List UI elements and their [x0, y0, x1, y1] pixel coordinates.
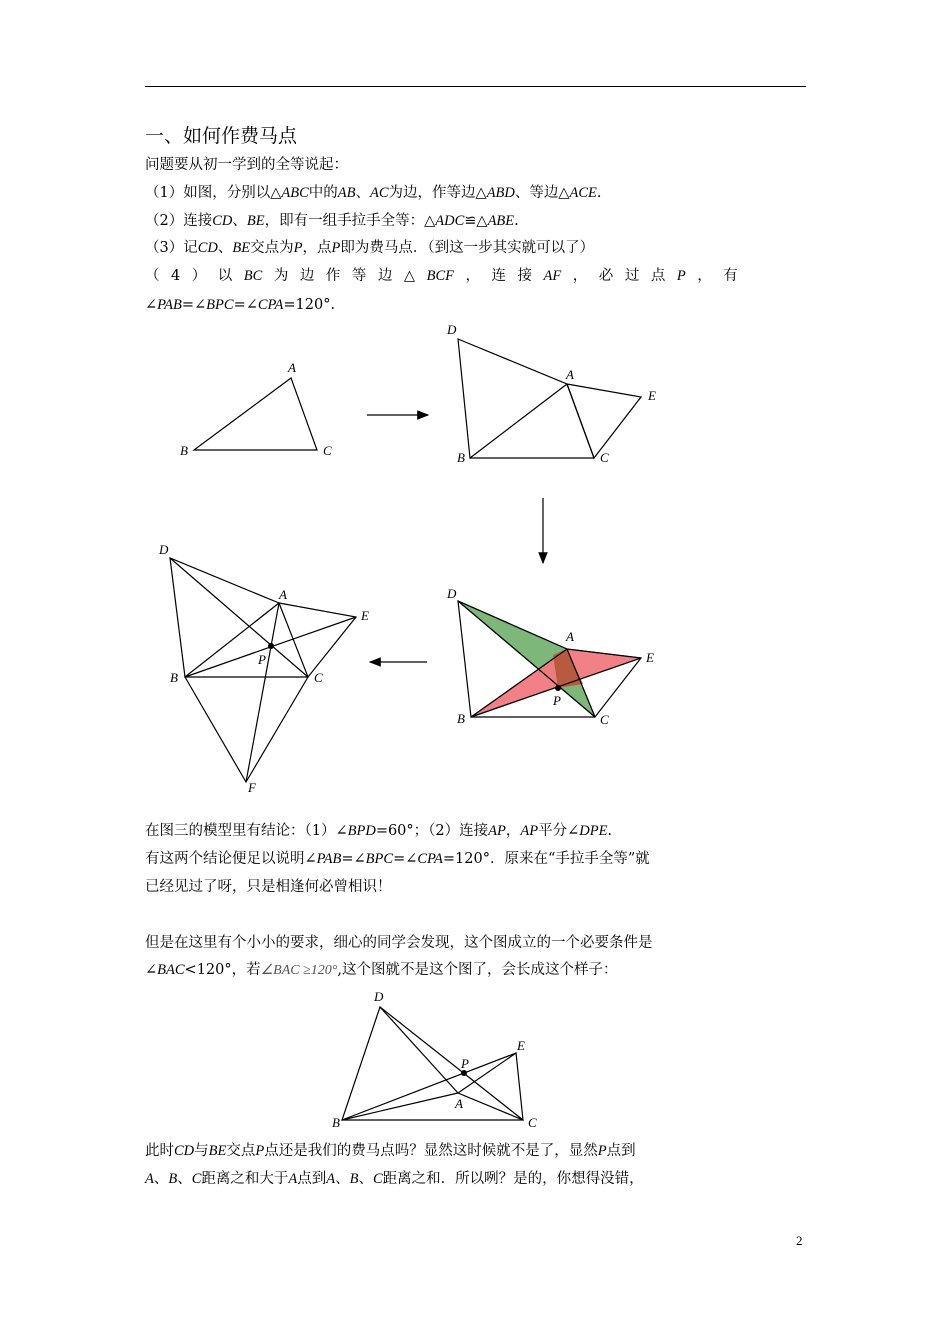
step-1-line: （1）如图，分别以△ABC中的AB、AC为边，作等边△ABD、等边△ACE.	[145, 185, 602, 201]
conclusion-line-2: 有这两个结论便足以说明∠PAB=∠BPC=∠CPA=120°．原来在“手拉手全等”就	[145, 851, 650, 867]
figure-1-triangle	[194, 378, 317, 450]
fig2-label-d: D	[447, 322, 457, 337]
figure-5-obtuse-case	[342, 1007, 523, 1120]
step-4-line: （ 4 ） 以 BC 为 边 作 等 边 △ BCF ， 连 接 AF ， 必 过 点 P ， 有	[145, 268, 738, 284]
fig4-label-e: E	[361, 608, 369, 623]
fig3-label-p: P	[553, 693, 561, 708]
after-line-1: 此时CD与BE交点P点还是我们的费马点吗？显然这时候就不是了，显然P点到	[145, 1143, 636, 1159]
page-number: 2	[796, 1233, 803, 1248]
step-4-line-2: ∠PAB=∠BPC=∠CPA=120°.	[145, 297, 336, 313]
fig2-label-b: B	[457, 450, 465, 465]
fig4-label-d: D	[159, 542, 169, 557]
conclusion-line-1: 在图三的模型里有结论：（1）∠BPD=60°；（2）连接AP，AP平分∠DPE.	[145, 823, 613, 839]
section-heading: 一、如何作费马点	[145, 125, 298, 147]
fig3-label-b: B	[457, 711, 465, 726]
fig4-label-f: F	[248, 780, 256, 795]
figure-2-equilateral	[458, 339, 641, 458]
fig1-label-c: C	[323, 443, 332, 458]
fig5-label-e: E	[517, 1038, 525, 1053]
fig2-label-a: A	[566, 367, 574, 382]
figure-3-hand-in-hand	[458, 601, 641, 717]
after-line-2: A、B、C距离之和大于A点到A、B、C距离之和．所以咧？是的，你想得没错，	[145, 1171, 644, 1187]
fig5-label-a: A	[455, 1096, 463, 1111]
condition-line-1: 但是在这里有个小小的要求，细心的同学会发现，这个图成立的一个必要条件是	[145, 935, 653, 951]
step-2-line: （2）连接CD、BE，即有一组手拉手全等：△ADC≌△ABE.	[145, 213, 519, 229]
fig5-label-d: D	[374, 989, 384, 1004]
fig3-label-d: D	[447, 586, 457, 601]
fig2-label-e: E	[648, 388, 656, 403]
fig4-label-a: A	[279, 587, 287, 602]
fig4-fermat-point-dot	[268, 643, 274, 649]
fig1-label-b: B	[180, 443, 188, 458]
fig5-label-c: C	[528, 1115, 537, 1130]
fig3-label-c: C	[600, 712, 609, 727]
figure-4-fermat-point	[170, 558, 356, 782]
fig5-label-p: P	[461, 1056, 469, 1071]
condition-line-2: ∠BAC<120°，若∠BAC ≥120°,这个图就不是这个图了，会长成这个样子：	[145, 962, 618, 978]
fig4-label-c: C	[314, 670, 323, 685]
fig4-label-b: B	[170, 670, 178, 685]
conclusion-line-3: 已经见过了呀，只是相逢何必曾相识！	[145, 879, 392, 895]
intro-line: 问题要从初一学到的全等说起：	[145, 157, 348, 173]
fig5-label-b: B	[332, 1115, 340, 1130]
inequality-formula: ∠BAC ≥120°	[260, 963, 338, 978]
fig2-label-c: C	[600, 450, 609, 465]
fig1-label-a: A	[288, 360, 296, 375]
fig4-label-p: P	[258, 652, 266, 667]
step-3-line: （3）记CD、BE交点为P，点P即为费马点．（到这一步其实就可以了）	[145, 240, 595, 256]
fig3-label-e: E	[646, 650, 654, 665]
fig3-label-a: A	[566, 629, 574, 644]
